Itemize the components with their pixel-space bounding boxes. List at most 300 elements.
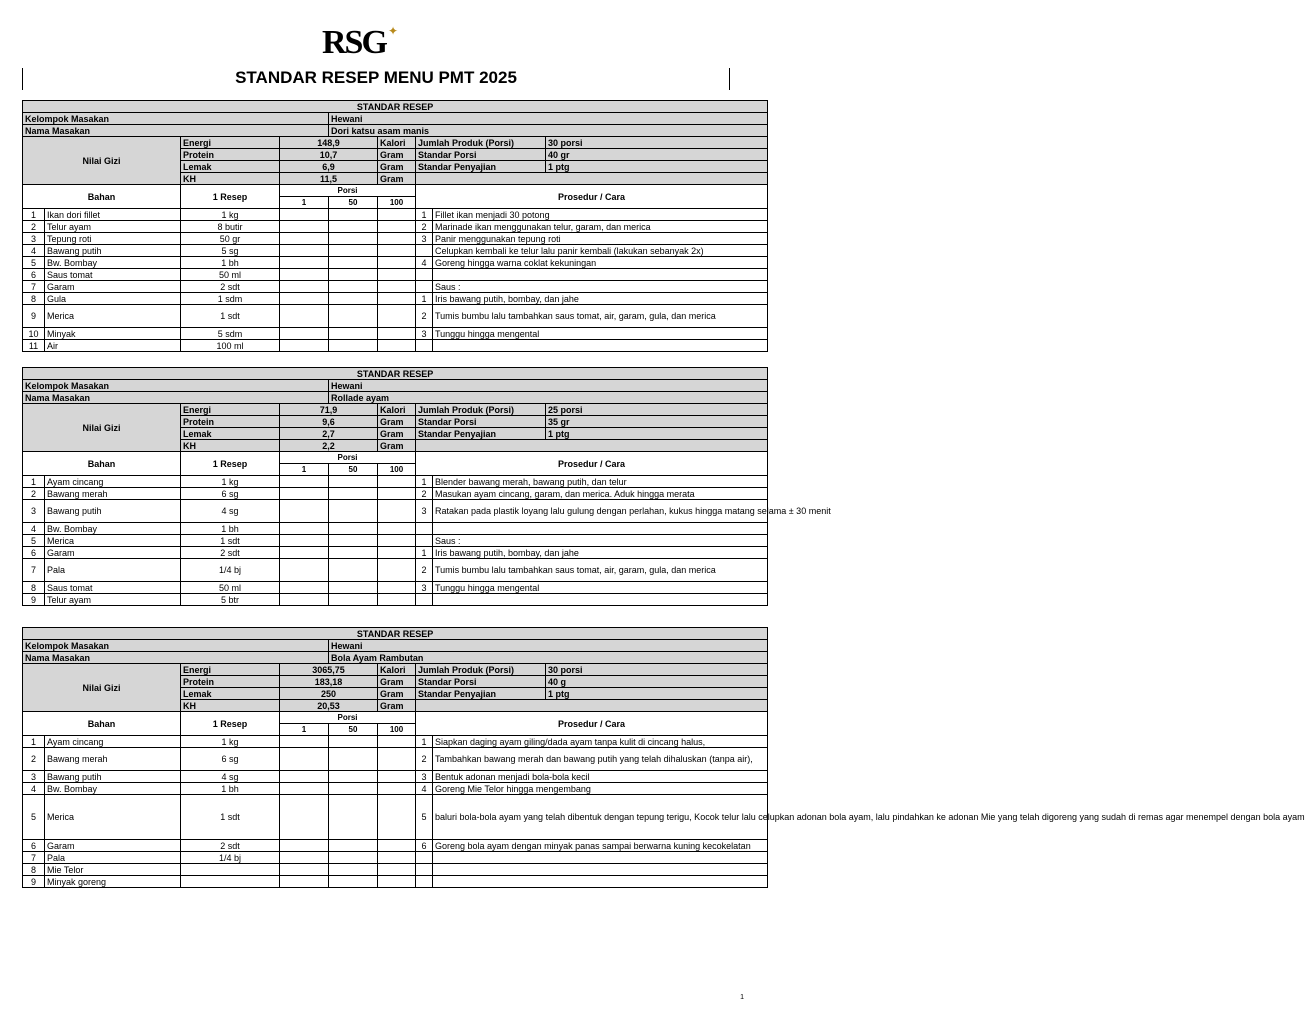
ingredient-qty: 50 gr xyxy=(181,233,280,245)
porsi-100-value xyxy=(378,547,416,559)
porsi-50-value xyxy=(329,771,378,783)
ingredient-name: Saus tomat xyxy=(45,269,181,281)
porsi-100-value xyxy=(378,852,416,864)
porsi-50-value xyxy=(329,852,378,864)
ingredient-row xyxy=(23,209,768,221)
energi-label: Energi xyxy=(181,404,280,416)
nutrition-row xyxy=(23,664,768,676)
porsi-100-value xyxy=(378,340,416,352)
porsi-1-value xyxy=(280,523,329,535)
ingredient-qty: 1 kg xyxy=(181,476,280,488)
satu-resep-header: 1 Resep xyxy=(181,185,280,209)
porsi-50-header: 50 xyxy=(329,464,378,476)
ingredient-row xyxy=(23,795,768,840)
ingredient-number: 9 xyxy=(23,594,45,606)
porsi-50-value xyxy=(329,488,378,500)
ingredient-number: 8 xyxy=(23,582,45,594)
ingredient-name: Ayam cincang xyxy=(45,476,181,488)
column-header-row xyxy=(23,452,768,464)
ingredient-row xyxy=(23,340,768,352)
step-text xyxy=(433,876,768,888)
ingredient-row xyxy=(23,547,768,559)
porsi-1-value xyxy=(280,736,329,748)
porsi-1-header: 1 xyxy=(280,724,329,736)
step-number: 2 xyxy=(416,559,433,582)
section-header: STANDAR RESEP xyxy=(23,628,768,640)
porsi-100-value xyxy=(378,233,416,245)
kh-label: KH xyxy=(181,440,280,452)
step-text: Ratakan pada plastik loyang lalu gulung dengan perlahan, kukus hingga matang selama ± 30 menit xyxy=(433,500,768,523)
kelompok-label: Kelompok Masakan xyxy=(23,380,329,392)
step-text xyxy=(433,852,768,864)
ingredient-row xyxy=(23,876,768,888)
empty-cell xyxy=(416,700,768,712)
header-row xyxy=(23,368,768,380)
ingredient-qty: 2 sdt xyxy=(181,547,280,559)
nama-label: Nama Masakan xyxy=(23,652,329,664)
porsi-50-header: 50 xyxy=(329,724,378,736)
ingredient-qty: 1 sdt xyxy=(181,795,280,840)
porsi-1-header: 1 xyxy=(280,464,329,476)
step-text: Marinade ikan menggunakan telur, garam, dan merica xyxy=(433,221,768,233)
porsi-50-value xyxy=(329,500,378,523)
ingredient-name: Tepung roti xyxy=(45,233,181,245)
porsi-100-value xyxy=(378,293,416,305)
porsi-50-value xyxy=(329,535,378,547)
step-number xyxy=(416,340,433,352)
page-title: STANDAR RESEP MENU PMT 2025 xyxy=(235,68,517,87)
kh-value: 20,53 xyxy=(280,700,378,712)
ingredient-number: 3 xyxy=(23,771,45,783)
unit-label: Gram xyxy=(378,161,416,173)
porsi-50-value xyxy=(329,305,378,328)
ingredient-qty: 1/4 bj xyxy=(181,852,280,864)
ingredient-number: 5 xyxy=(23,795,45,840)
lemak-value: 6,9 xyxy=(280,161,378,173)
step-text xyxy=(433,340,768,352)
step-number: 1 xyxy=(416,476,433,488)
step-number: 3 xyxy=(416,233,433,245)
porsi-50-value xyxy=(329,269,378,281)
porsi-1-header: 1 xyxy=(280,197,329,209)
ingredient-number: 4 xyxy=(23,523,45,535)
ingredient-row xyxy=(23,245,768,257)
ingredient-name: Bw. Bombay xyxy=(45,783,181,795)
kelompok-label: Kelompok Masakan xyxy=(23,640,329,652)
porsi-100-value xyxy=(378,221,416,233)
ingredient-qty: 5 sdm xyxy=(181,328,280,340)
nama-value: Rollade ayam xyxy=(329,392,768,404)
protein-value: 183,18 xyxy=(280,676,378,688)
ingredient-row xyxy=(23,281,768,293)
ingredient-number: 9 xyxy=(23,305,45,328)
step-number: 1 xyxy=(416,293,433,305)
porsi-100-value xyxy=(378,840,416,852)
ingredient-name: Mie Telor xyxy=(45,864,181,876)
header-row xyxy=(23,628,768,640)
protein-label: Protein xyxy=(181,416,280,428)
ingredient-row xyxy=(23,748,768,771)
porsi-100-value xyxy=(378,783,416,795)
porsi-header: Porsi xyxy=(280,712,416,724)
porsi-50-value xyxy=(329,221,378,233)
kelompok-row xyxy=(23,380,768,392)
energi-label: Energi xyxy=(181,664,280,676)
standar-penyajian-label: Standar Penyajian xyxy=(416,428,546,440)
ingredient-name: Pala xyxy=(45,852,181,864)
porsi-100-value xyxy=(378,864,416,876)
porsi-1-value xyxy=(280,771,329,783)
unit-label: Gram xyxy=(378,676,416,688)
step-number: 1 xyxy=(416,736,433,748)
porsi-50-value xyxy=(329,245,378,257)
ingredient-name: Bw. Bombay xyxy=(45,523,181,535)
nama-value: Bola Ayam Rambutan xyxy=(329,652,768,664)
ingredient-name: Merica xyxy=(45,305,181,328)
porsi-1-value xyxy=(280,840,329,852)
ingredient-number: 4 xyxy=(23,783,45,795)
step-text: Iris bawang putih, bombay, dan jahe xyxy=(433,293,768,305)
ingredient-qty: 100 ml xyxy=(181,340,280,352)
ingredient-row xyxy=(23,221,768,233)
ingredient-qty: 1 kg xyxy=(181,209,280,221)
ingredient-name: Merica xyxy=(45,795,181,840)
nama-row xyxy=(23,125,768,137)
ingredient-row xyxy=(23,293,768,305)
ingredient-name: Garam xyxy=(45,281,181,293)
ingredient-qty: 4 sg xyxy=(181,500,280,523)
jumlah-produk-label: Jumlah Produk (Porsi) xyxy=(416,664,546,676)
porsi-1-value xyxy=(280,852,329,864)
ingredient-row xyxy=(23,771,768,783)
protein-value: 9,6 xyxy=(280,416,378,428)
porsi-100-value xyxy=(378,328,416,340)
porsi-1-value xyxy=(280,476,329,488)
standar-penyajian-value: 1 ptg xyxy=(546,161,768,173)
standar-porsi-label: Standar Porsi xyxy=(416,676,546,688)
kelompok-row xyxy=(23,640,768,652)
porsi-1-value xyxy=(280,328,329,340)
porsi-100-value xyxy=(378,535,416,547)
ingredient-row xyxy=(23,582,768,594)
ingredient-qty: 2 sdt xyxy=(181,281,280,293)
porsi-50-value xyxy=(329,328,378,340)
porsi-1-value xyxy=(280,547,329,559)
ingredient-name: Bawang putih xyxy=(45,771,181,783)
step-text: Goreng hingga warna coklat kekuningan xyxy=(433,257,768,269)
step-number xyxy=(416,876,433,888)
step-number xyxy=(416,594,433,606)
unit-label: Gram xyxy=(378,149,416,161)
energi-label: Energi xyxy=(181,137,280,149)
porsi-100-value xyxy=(378,748,416,771)
nama-row xyxy=(23,652,768,664)
step-text: Tumis bumbu lalu tambahkan saus tomat, air, garam, gula, dan merica xyxy=(433,559,768,582)
porsi-50-value xyxy=(329,840,378,852)
kelompok-value: Hewani xyxy=(329,380,768,392)
porsi-100-value xyxy=(378,488,416,500)
column-header-row xyxy=(23,185,768,197)
step-number: 2 xyxy=(416,305,433,328)
step-text: Tumis bumbu lalu tambahkan saus tomat, air, garam, gula, dan merica xyxy=(433,305,768,328)
step-text: Saus : xyxy=(433,535,768,547)
step-text: Bentuk adonan menjadi bola-bola kecil xyxy=(433,771,768,783)
step-text: Masukan ayam cincang, garam, dan merica. Aduk hingga merata xyxy=(433,488,768,500)
step-text: Tunggu hingga mengental xyxy=(433,582,768,594)
ingredient-row xyxy=(23,305,768,328)
kelompok-row xyxy=(23,113,768,125)
ingredient-row xyxy=(23,783,768,795)
recipe-table xyxy=(22,100,768,352)
unit-label: Gram xyxy=(378,440,416,452)
jumlah-produk-value: 25 porsi xyxy=(546,404,768,416)
porsi-1-value xyxy=(280,795,329,840)
porsi-1-value xyxy=(280,269,329,281)
step-number xyxy=(416,245,433,257)
ingredient-qty: 50 ml xyxy=(181,582,280,594)
ingredient-number: 7 xyxy=(23,852,45,864)
jumlah-produk-label: Jumlah Produk (Porsi) xyxy=(416,137,546,149)
step-text: Goreng bola ayam dengan minyak panas sampai berwarna kuning kecokelatan xyxy=(433,840,768,852)
jumlah-produk-value: 30 porsi xyxy=(546,664,768,676)
porsi-100-value xyxy=(378,771,416,783)
prosedur-header: Prosedur / Cara xyxy=(416,185,768,209)
porsi-50-value xyxy=(329,864,378,876)
step-number: 3 xyxy=(416,771,433,783)
jumlah-produk-value: 30 porsi xyxy=(546,137,768,149)
ingredient-name: Ayam cincang xyxy=(45,736,181,748)
porsi-1-value xyxy=(280,594,329,606)
porsi-1-value xyxy=(280,488,329,500)
porsi-1-value xyxy=(280,876,329,888)
ingredient-qty: 6 sg xyxy=(181,748,280,771)
ingredient-row xyxy=(23,500,768,523)
ingredient-row xyxy=(23,328,768,340)
column-header-row xyxy=(23,712,768,724)
step-number xyxy=(416,864,433,876)
porsi-50-value xyxy=(329,559,378,582)
porsi-100-value xyxy=(378,209,416,221)
title-box xyxy=(22,68,730,90)
ingredient-qty: 1 sdt xyxy=(181,305,280,328)
porsi-1-value xyxy=(280,500,329,523)
nilai-gizi-label: Nilai Gizi xyxy=(23,404,181,452)
porsi-header: Porsi xyxy=(280,185,416,197)
ingredient-name: Pala xyxy=(45,559,181,582)
porsi-100-value xyxy=(378,582,416,594)
header-row xyxy=(23,101,768,113)
standar-penyajian-label: Standar Penyajian xyxy=(416,161,546,173)
standar-penyajian-value: 1 ptg xyxy=(546,428,768,440)
ingredient-name: Bawang putih xyxy=(45,245,181,257)
porsi-1-value xyxy=(280,559,329,582)
ingredient-row xyxy=(23,840,768,852)
porsi-1-value xyxy=(280,864,329,876)
ingredient-qty: 8 butir xyxy=(181,221,280,233)
step-number xyxy=(416,852,433,864)
step-number: 2 xyxy=(416,748,433,771)
ingredient-row xyxy=(23,523,768,535)
ingredient-row xyxy=(23,852,768,864)
ingredient-row xyxy=(23,233,768,245)
step-text: baluri bola-bola ayam yang telah dibentuk dengan tepung terigu, Kocok telur lalu celupkan adonan bola ayam, lalu pindahkan ke adonan Mie yang telah digoreng yang sudah di remas agar menempel dengan bola ayam xyxy=(433,795,768,840)
ingredient-qty: 1/4 bj xyxy=(181,559,280,582)
energi-value: 3065,75 xyxy=(280,664,378,676)
step-number: 6 xyxy=(416,840,433,852)
energi-value: 148,9 xyxy=(280,137,378,149)
ingredient-qty xyxy=(181,864,280,876)
ingredient-row xyxy=(23,736,768,748)
nilai-gizi-label: Nilai Gizi xyxy=(23,137,181,185)
kh-label: KH xyxy=(181,700,280,712)
porsi-50-value xyxy=(329,281,378,293)
standar-porsi-label: Standar Porsi xyxy=(416,149,546,161)
porsi-1-value xyxy=(280,221,329,233)
ingredient-row xyxy=(23,269,768,281)
porsi-50-value xyxy=(329,209,378,221)
ingredient-number: 1 xyxy=(23,476,45,488)
ingredient-number: 8 xyxy=(23,864,45,876)
porsi-50-value xyxy=(329,594,378,606)
porsi-header: Porsi xyxy=(280,452,416,464)
porsi-1-value xyxy=(280,340,329,352)
bahan-header: Bahan xyxy=(23,712,181,736)
bahan-header: Bahan xyxy=(23,452,181,476)
ingredient-qty: 2 sdt xyxy=(181,840,280,852)
porsi-50-header: 50 xyxy=(329,197,378,209)
porsi-50-value xyxy=(329,783,378,795)
step-text: Tambahkan bawang merah dan bawang putih yang telah dihaluskan (tanpa air), xyxy=(433,748,768,771)
porsi-1-value xyxy=(280,209,329,221)
satu-resep-header: 1 Resep xyxy=(181,712,280,736)
step-text xyxy=(433,523,768,535)
nama-value: Dori katsu asam manis xyxy=(329,125,768,137)
unit-label: Kalori xyxy=(378,137,416,149)
section-header: STANDAR RESEP xyxy=(23,101,768,113)
porsi-50-value xyxy=(329,547,378,559)
ingredient-number: 6 xyxy=(23,547,45,559)
ingredient-number: 1 xyxy=(23,736,45,748)
ingredient-number: 7 xyxy=(23,281,45,293)
ingredient-name: Merica xyxy=(45,535,181,547)
unit-label: Gram xyxy=(378,173,416,185)
nutrition-row xyxy=(23,404,768,416)
protein-label: Protein xyxy=(181,149,280,161)
standar-porsi-value: 40 gr xyxy=(546,149,768,161)
porsi-50-value xyxy=(329,476,378,488)
ingredient-name: Bawang merah xyxy=(45,488,181,500)
porsi-100-value xyxy=(378,559,416,582)
prosedur-header: Prosedur / Cara xyxy=(416,712,768,736)
ingredient-number: 3 xyxy=(23,500,45,523)
ingredient-number: 1 xyxy=(23,209,45,221)
porsi-100-value xyxy=(378,876,416,888)
step-number: 5 xyxy=(416,795,433,840)
energi-value: 71,9 xyxy=(280,404,378,416)
jumlah-produk-label: Jumlah Produk (Porsi) xyxy=(416,404,546,416)
porsi-100-value xyxy=(378,305,416,328)
bahan-header: Bahan xyxy=(23,185,181,209)
ingredient-name: Minyak xyxy=(45,328,181,340)
ingredient-qty: 5 sg xyxy=(181,245,280,257)
step-text: Goreng Mie Telor hingga mengembang xyxy=(433,783,768,795)
porsi-50-value xyxy=(329,876,378,888)
porsi-50-value xyxy=(329,233,378,245)
ingredient-number: 10 xyxy=(23,328,45,340)
porsi-100-header: 100 xyxy=(378,724,416,736)
porsi-50-value xyxy=(329,340,378,352)
standar-penyajian-value: 1 ptg xyxy=(546,688,768,700)
step-number xyxy=(416,269,433,281)
ingredient-qty: 1 bh xyxy=(181,523,280,535)
logo-text: RSG xyxy=(322,24,386,61)
ingredient-qty: 1 bh xyxy=(181,257,280,269)
ingredient-name: Bawang merah xyxy=(45,748,181,771)
kh-label: KH xyxy=(181,173,280,185)
ingredient-qty: 1 kg xyxy=(181,736,280,748)
prosedur-header: Prosedur / Cara xyxy=(416,452,768,476)
porsi-1-value xyxy=(280,535,329,547)
ingredient-name: Telur ayam xyxy=(45,594,181,606)
porsi-50-value xyxy=(329,293,378,305)
star-icon: ✦ xyxy=(388,24,399,38)
ingredient-number: 8 xyxy=(23,293,45,305)
ingredient-number: 5 xyxy=(23,257,45,269)
nutrition-row xyxy=(23,137,768,149)
step-text: Panir menggunakan tepung roti xyxy=(433,233,768,245)
step-number: 1 xyxy=(416,209,433,221)
step-text: Tunggu hingga mengental xyxy=(433,328,768,340)
ingredient-qty: 5 btr xyxy=(181,594,280,606)
unit-label: Gram xyxy=(378,688,416,700)
ingredient-row xyxy=(23,864,768,876)
step-text xyxy=(433,269,768,281)
porsi-1-value xyxy=(280,305,329,328)
step-number: 1 xyxy=(416,547,433,559)
standar-porsi-value: 40 g xyxy=(546,676,768,688)
unit-label: Gram xyxy=(378,428,416,440)
kh-value: 11,5 xyxy=(280,173,378,185)
kelompok-value: Hewani xyxy=(329,113,768,125)
nama-row xyxy=(23,392,768,404)
ingredient-number: 4 xyxy=(23,245,45,257)
ingredient-name: Saus tomat xyxy=(45,582,181,594)
unit-label: Kalori xyxy=(378,664,416,676)
porsi-1-value xyxy=(280,293,329,305)
step-number: 3 xyxy=(416,582,433,594)
lemak-label: Lemak xyxy=(181,161,280,173)
ingredient-name: Garam xyxy=(45,547,181,559)
ingredient-row xyxy=(23,559,768,582)
ingredient-row xyxy=(23,488,768,500)
step-number: 4 xyxy=(416,783,433,795)
ingredient-qty: 6 sg xyxy=(181,488,280,500)
ingredient-number: 2 xyxy=(23,748,45,771)
porsi-100-value xyxy=(378,594,416,606)
porsi-100-value xyxy=(378,795,416,840)
porsi-100-value xyxy=(378,245,416,257)
step-text xyxy=(433,594,768,606)
step-text xyxy=(433,864,768,876)
ingredient-number: 9 xyxy=(23,876,45,888)
step-number: 4 xyxy=(416,257,433,269)
nilai-gizi-label: Nilai Gizi xyxy=(23,664,181,712)
ingredient-qty: 1 sdm xyxy=(181,293,280,305)
ingredient-name: Bw. Bombay xyxy=(45,257,181,269)
lemak-label: Lemak xyxy=(181,688,280,700)
standar-porsi-value: 35 gr xyxy=(546,416,768,428)
ingredient-name: Gula xyxy=(45,293,181,305)
